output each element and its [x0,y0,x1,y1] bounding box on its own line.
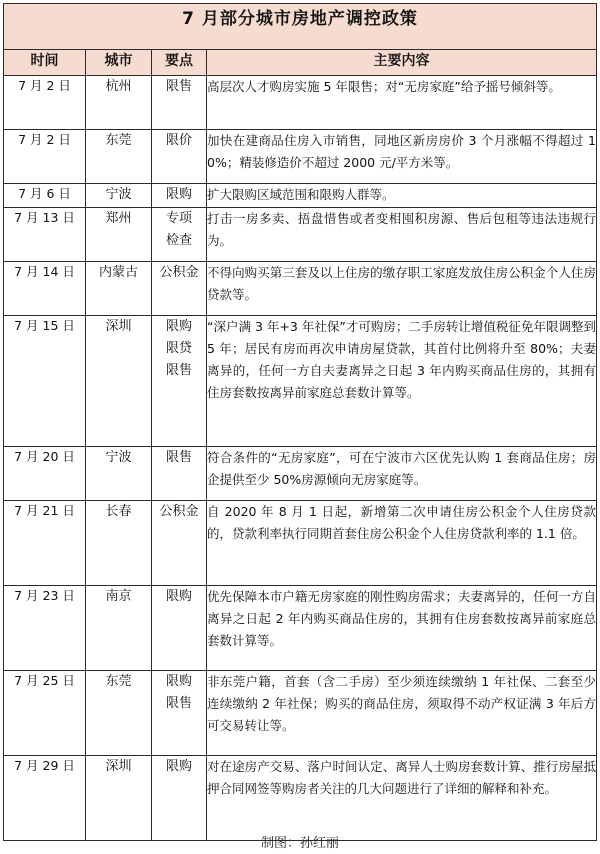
row-point-tag: 限售 [165,450,192,465]
row-point [152,586,207,671]
header-date: 时间 [4,50,86,76]
row-point [152,130,207,184]
row-point [152,316,207,447]
table-row [4,208,597,262]
row-point-tag: 限购 [165,674,192,689]
row-point-tag: 专项 [165,211,192,226]
row-city: 杭州 [86,76,152,130]
row-date: 7 月 20 日 [4,447,86,501]
row-city: 东莞 [86,130,152,184]
row-point [152,671,207,756]
row-point-tag: 限购 [165,187,192,202]
row-content: 非东莞户籍，首套（含二手房）至少须连续缴纳 1 年社保、二套至少连续缴纳 2 年社保；购买的商品住房，须取得不动产权证满 3 年后方可交易转让等。 [207,671,597,756]
row-point-tag: 限售 [165,363,192,378]
policy-table [3,3,597,841]
row-date: 7 月 6 日 [4,184,86,208]
row-point-tag: 检查 [165,233,192,248]
row-date: 7 月 2 日 [4,130,86,184]
row-city: 宁波 [86,447,152,501]
table-row [4,262,597,316]
row-content: 高层次人才购房实施 5 年限售；对“无房家庭”给予摇号倾斜等。 [207,76,597,130]
row-point [152,262,207,316]
row-point [152,184,207,208]
row-date: 7 月 13 日 [4,208,86,262]
row-city: 深圳 [86,756,152,841]
table-row [4,447,597,501]
row-content: 符合条件的“无房家庭”，可在宁波市六区优先认购 1 套商品住房；房企提供至少 50%房源倾向无房家庭等。 [207,447,597,501]
table-row [4,501,597,586]
row-content: 不得向购买第三套及以上住房的缴存职工家庭发放住房公积金个人住房贷款等。 [207,262,597,316]
table-title: 7 月部分城市房地产调控政策 [4,4,597,50]
table-row [4,130,597,184]
table-row [4,316,597,447]
row-city: 郑州 [86,208,152,262]
row-point [152,447,207,501]
row-content: 对在途房产交易、落户时间认定、离异人士购房套数计算、推行房屋抵押合同网签等购房者关注的几大问题进行了详细的解释和补充。 [207,756,597,841]
row-content: 优先保障本市户籍无房家庭的刚性购房需求；夫妻离异的，任何一方自离异之日起 2 年内购买商品住房的，其拥有住房套数按离异前家庭总套数计算等。 [207,586,597,671]
table-row [4,184,597,208]
header-city: 城市 [86,50,152,76]
row-point-tag: 限购 [165,589,192,604]
row-date: 7 月 29 日 [4,756,86,841]
table-body [4,76,597,841]
row-date: 7 月 23 日 [4,586,86,671]
row-date: 7 月 2 日 [4,76,86,130]
row-content: “深户满 3 年+3 年社保”才可购房；二手房转让增值税征免年限调整到 5 年；居民有房而再次申请房屋贷款，其首付比例将升至 80%；夫妻离异的，任何一方自夫妻离异之日起 3 年内购买商品住房的，其拥有住房套数按离异前家庭总套数计算等。 [207,316,597,447]
row-date: 7 月 14 日 [4,262,86,316]
credit-caption: 制图：孙红丽 [260,836,339,851]
row-city: 南京 [86,586,152,671]
title-row [4,4,597,50]
row-point [152,501,207,586]
row-city: 宁波 [86,184,152,208]
row-point-tag: 限购 [165,319,192,334]
row-point [152,76,207,130]
row-point-tag: 限售 [165,696,192,711]
row-point-tag: 限售 [165,79,192,94]
header-content: 主要内容 [207,50,597,76]
row-point [152,208,207,262]
table-row [4,76,597,130]
table-row [4,756,597,841]
row-content: 自 2020 年 8 月 1 日起，新增第二次申请住房公积金个人住房贷款的，贷款利率执行同期首套住房公积金个人住房贷款利率的 1.1 倍。 [207,501,597,586]
row-point-tag: 限价 [165,133,192,148]
row-point-tag: 公积金 [159,504,199,519]
row-date: 7 月 15 日 [4,316,86,447]
row-point-tag: 公积金 [159,265,199,280]
row-city: 长春 [86,501,152,586]
row-content: 加快在建商品住房入市销售，同地区新房房价 3 个月涨幅不得超过 10%；精装修造价不超过 2000 元/平方米等。 [207,130,597,184]
table-row [4,671,597,756]
row-content: 打击一房多卖、捂盘惜售或者变相囤积房源、售后包租等违法违规行为。 [207,208,597,262]
row-date: 7 月 21 日 [4,501,86,586]
row-city: 内蒙古 [86,262,152,316]
row-point-tag: 限购 [165,759,192,774]
row-content: 扩大限购区域范围和限购人群等。 [207,184,597,208]
row-city: 深圳 [86,316,152,447]
row-point-tag: 限贷 [165,341,192,356]
table-row [4,586,597,671]
row-point [152,756,207,841]
header-point: 要点 [152,50,207,76]
row-city: 东莞 [86,671,152,756]
row-date: 7 月 25 日 [4,671,86,756]
header-row [4,50,597,76]
